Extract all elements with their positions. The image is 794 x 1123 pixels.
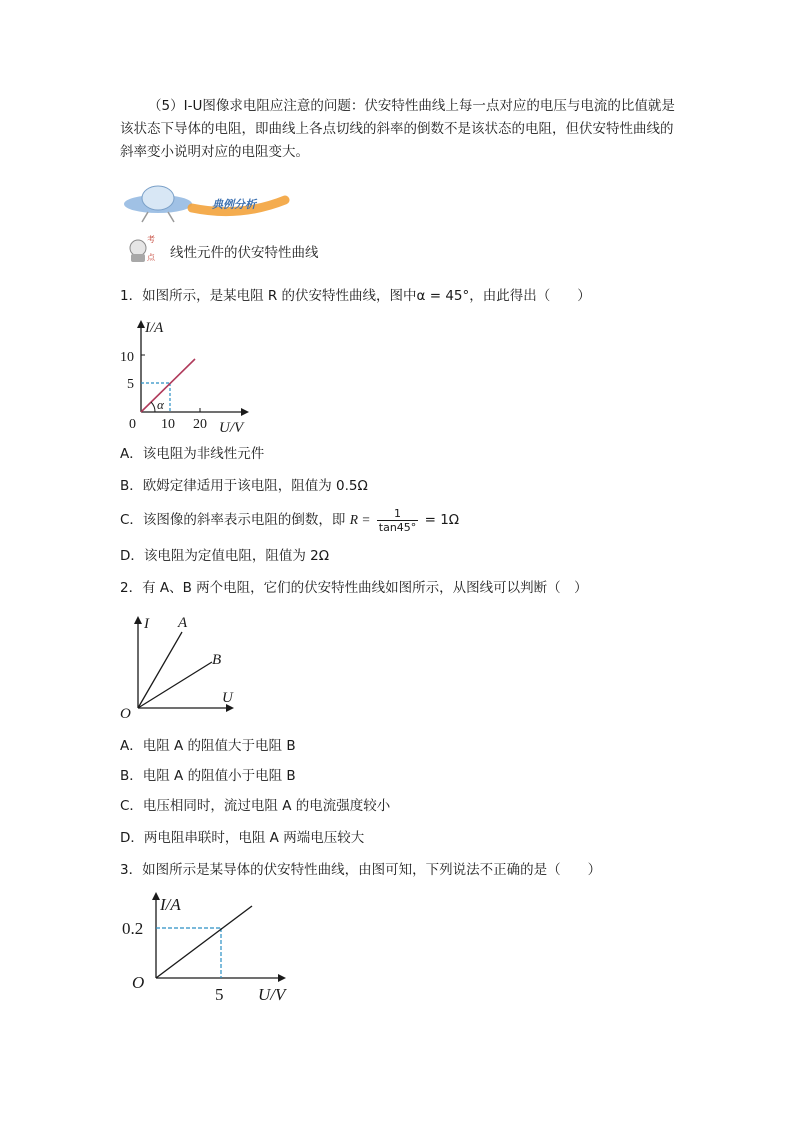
ufo-icon	[120, 178, 300, 226]
q1-option-c-denominator: tan45°	[378, 520, 417, 534]
q2-origin-label: O	[120, 706, 131, 722]
q1-figure	[115, 318, 265, 438]
q3-origin-label: O	[132, 973, 145, 992]
q3-y-axis-label: I/A	[160, 895, 181, 914]
q1-angle-label: α	[157, 397, 164, 412]
q2-y-axis-label: I	[144, 616, 149, 632]
q1-y-axis-label: I/A	[145, 320, 164, 336]
q3-stem: 3．如图所示是某导体的伏安特性曲线，由图可知，下列说法不正确的是（ ）	[120, 862, 602, 878]
q1-option-c	[120, 506, 459, 534]
q3-figure	[118, 890, 308, 1010]
banner-text: 典例分析	[212, 198, 256, 211]
topic-header	[128, 232, 428, 268]
q2-stem: 2．有 A、B 两个电阻，它们的伏安特性曲线如图所示，从图线可以判断（ ）	[120, 580, 588, 596]
q3-graph-line	[156, 906, 252, 978]
q1-option-c-text: C．该图像的斜率表示电阻的倒数，即	[120, 512, 346, 528]
q2-line-a	[138, 632, 182, 708]
q1-x-tick-10: 10	[161, 417, 175, 432]
q2-line-b	[138, 662, 212, 708]
q2-line-a-label: A	[178, 615, 188, 631]
topic-icon	[128, 232, 164, 268]
q2-option-c: C．电压相同时，流过电阻 A 的电流强度较小	[120, 798, 391, 814]
q1-x-axis-label: U/V	[219, 420, 244, 436]
q2-option-d: D．两电阻串联时，电阻 A 两端电压较大	[120, 830, 365, 846]
q1-graph-line	[141, 359, 195, 412]
q2-x-axis-label: U	[222, 690, 233, 706]
topic-title: 线性元件的伏安特性曲线	[170, 245, 319, 261]
q3-x-axis-label: U/V	[258, 985, 286, 1004]
q1-option-c-fraction	[377, 507, 419, 534]
q1-x-tick-20: 20	[193, 417, 207, 432]
topic-label-top: 考	[147, 235, 155, 244]
q1-option-d: D．该电阻为定值电阻，阻值为 2Ω	[120, 548, 330, 564]
q2-option-a: A．电阻 A 的阻值大于电阻 B	[120, 738, 296, 754]
q1-option-a: A．该电阻为非线性元件	[120, 446, 265, 462]
q1-option-b: B．欧姆定律适用于该电阻，阻值为 0.5Ω	[120, 478, 368, 494]
example-banner	[120, 178, 300, 226]
q1-option-c-numerator: 1	[377, 507, 419, 521]
q3-x-tick: 5	[215, 985, 224, 1004]
q2-figure	[118, 612, 248, 720]
q1-x-tick-0: 0	[129, 417, 136, 432]
q1-option-c-result: = 1Ω	[424, 512, 460, 528]
q1-option-c-r: R =	[349, 512, 371, 527]
q1-y-tick-10: 10	[120, 350, 134, 365]
q2-line-b-label: B	[212, 652, 222, 668]
q2-option-b: B．电阻 A 的阻值小于电阻 B	[120, 768, 296, 784]
q3-y-tick: 0.2	[122, 919, 144, 938]
q1-stem: 1．如图所示，是某电阻 R 的伏安特性曲线，图中α = 45°，由此得出（ ）	[120, 288, 591, 304]
q1-y-tick-5: 5	[127, 377, 134, 392]
topic-label-bottom: 点	[147, 253, 155, 262]
section-paragraph: （5）I-U图像求电阻应注意的问题：伏安特性曲线上每一点对应的电压与电流的比值就是该状态下导体的电阻，即曲线上各点切线的斜率的倒数不是该状态的电阻，但伏安特性曲线的斜率变小说明对应的电阻变大。	[120, 98, 675, 160]
